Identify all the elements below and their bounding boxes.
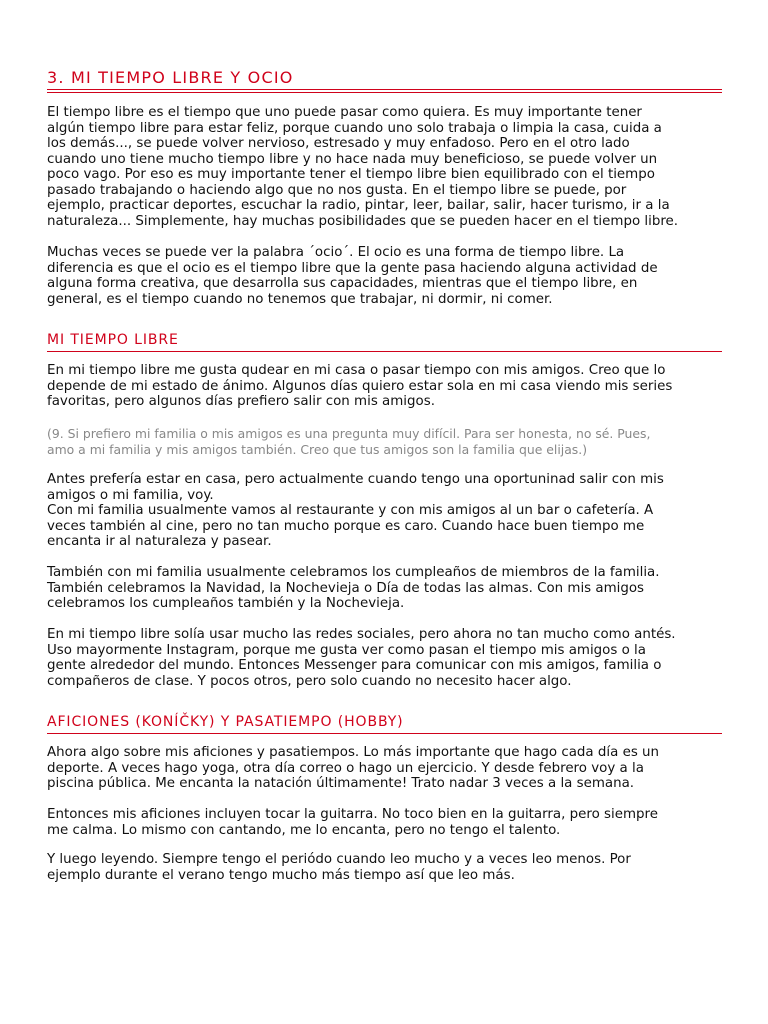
section-rule	[47, 733, 722, 734]
section1-paragraph-4: En mi tiempo libre solía usar mucho las redes sociales, pero ahora no tan mucho como antés. Uso mayormente Instagram, porque me gusta ver como pasan el tiempo mis amigos o la gente alrededor del mundo. Entonces Messenger para comunicar con mis amigos, familia o compañeros de clase. Y pocos otros, pero solo cuando no necesito hacer algo.	[47, 627, 676, 689]
section-heading-aficiones: AFICIONES (KONÍČKY) Y PASATIEMPO (HOBBY)	[47, 714, 404, 730]
section-rule	[47, 351, 722, 352]
page-title: 3. MI TIEMPO LIBRE Y OCIO	[47, 68, 294, 87]
section1-paragraph-1: En mi tiempo libre me gusta qudear en mi casa o pasar tiempo con mis amigos. Creo que lo depende de mi estado de ánimo. Algunos días quiero estar sola en mi casa viendo mis series favoritas, pero algunos días prefiero salir con mis amigos.	[47, 363, 673, 409]
section1-paragraph-2: Antes prefería estar en casa, pero actualmente cuando tengo una oportuninad salir con mis amigos o mi familia, voy. Con mi familia usualmente vamos al restaurante y con mis amigos al un bar o cafetería. A veces también al cine, pero no tan mucho porque es caro. Cuando hace buen tiempo me encanta ir al naturaleza y pasear.	[47, 472, 664, 549]
section1-paragraph-3: También con mi familia usualmente celebramos los cumpleaños de miembros de la familia. También celebramos la Navidad, la Nochevieja o Día de todas las almas. Con mis amigos celebramos los cumpleaños también y la Nochevieja.	[47, 565, 660, 611]
intro-paragraph-1: El tiempo libre es el tiempo que uno puede pasar como quiera. Es muy importante tener algún tiempo libre para estar feliz, porque cuando uno solo trabaja o limpia la casa, cuida a los demás..., se puede volver nervioso, estresado y muy enfadoso. Pero en el otro lado cuando uno tiene mucho tiempo libre y no hace nada muy beneficioso, se puede volver un poco vago. Por eso es muy importante tener el tiempo libre bien equilibrado con el tiempo pasado trabajando o haciendo algo que no nos gusta. En el tiempo libre se puede, por ejemplo, practicar deportes, escuchar la radio, pintar, leer, bailar, salir, hacer turismo, ir a la naturaleza... Simplemente, hay muchas posibilidades que se pueden hacer en el tiempo libre.	[47, 105, 679, 229]
section-heading-mi-tiempo-libre: MI TIEMPO LIBRE	[47, 332, 179, 348]
section2-paragraph-1: Ahora algo sobre mis aficiones y pasatiempos. Lo más importante que hago cada día es un deporte. A veces hago yoga, otra día correo o hago un ejercicio. Y desde febrero voy a la piscina pública. Me encanta la natación últimamente! Trato nadar 3 veces a la semana.	[47, 745, 660, 791]
intro-paragraph-2: Muchas veces se puede ver la palabra ´ocio´. El ocio es una forma de tiempo libre. La diferencia es que el ocio es el tiempo libre que la gente pasa haciendo alguna actividad de alguna forma creativa, que desarrolla sus capacidades, mientras que el tiempo libre, en general, es el tiempo cuando no tenemos que trabajar, ni dormir, ni comer.	[47, 245, 658, 307]
section2-paragraph-3: Y luego leyendo. Siempre tengo el periódo cuando leo mucho y a veces leo menos. Por ejemplo durante el verano tengo mucho más tiempo así que leo más.	[47, 852, 631, 883]
section2-paragraph-2: Entonces mis aficiones incluyen tocar la guitarra. No toco bien en la guitarra, pero siempre me calma. Lo mismo con cantando, me lo encanta, pero no tengo el talento.	[47, 807, 658, 838]
section1-note: (9. Si prefiero mi familia o mis amigos es una pregunta muy difícil. Para ser honesta, no sé. Pues, amo a mi familia y mis amigos también. Creo que tus amigos son la familia que elijas.)	[47, 426, 651, 457]
title-double-rule	[47, 89, 722, 93]
